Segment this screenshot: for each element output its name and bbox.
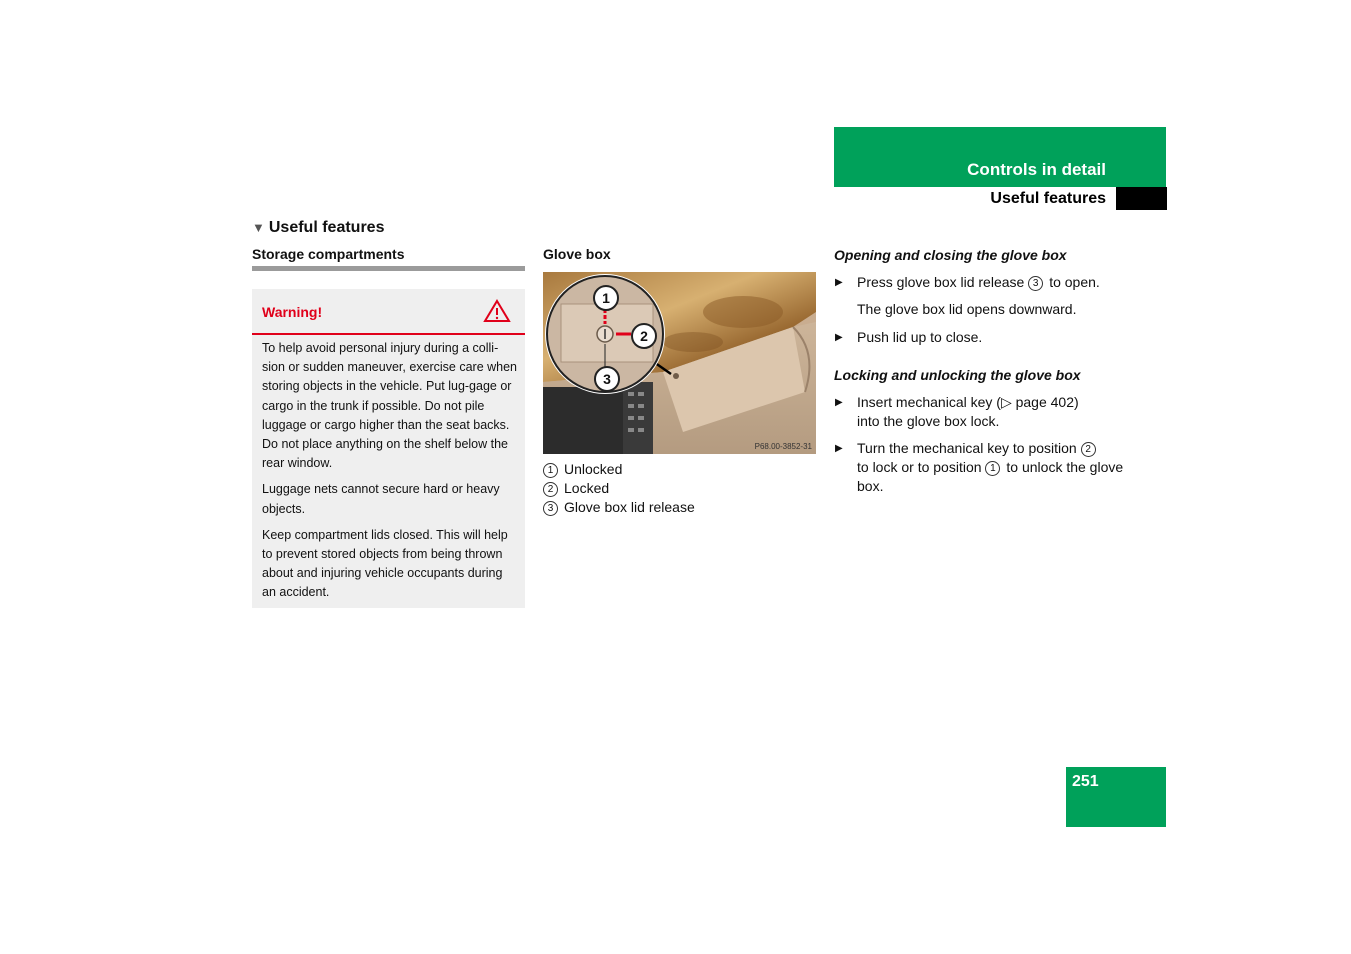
opening-note: The glove box lid opens downward. [857, 301, 1077, 317]
glovebox-heading: Glove box [543, 246, 611, 262]
legend-item: 3 Glove box lid release [543, 498, 695, 517]
locking-step-2: ▶ Turn the mechanical key to position 2 to lock or to position 1 to unlock the glove box. [835, 440, 1124, 494]
number-2-icon: 2 [1081, 442, 1096, 457]
heading-rule [252, 266, 525, 271]
number-3-icon: 3 [543, 501, 558, 516]
legend-item: 1 Unlocked [543, 460, 695, 479]
section-title: ▼ Useful features [252, 219, 385, 236]
glovebox-illustration [543, 272, 816, 454]
warning-paragraph: Luggage nets cannot secure hard or heavy objects. [262, 482, 500, 516]
number-2-icon: 2 [543, 482, 558, 497]
header-marker [1116, 187, 1167, 210]
photo-code: P68.00-3852-31 [754, 442, 812, 451]
arrow-right-icon: ▶ [835, 332, 843, 343]
chapter-title: Controls in detail [967, 160, 1106, 179]
page-number-tab [1066, 767, 1166, 827]
instructions-column [834, 246, 1124, 496]
legend-item: 2 Locked [543, 479, 695, 498]
opening-heading: Opening and closing the glove box [834, 247, 1067, 263]
glovebox-photo [543, 272, 816, 454]
opening-step-2: ▶ Push lid up to close. [835, 329, 983, 345]
warning-paragraph: Keep compartment lids closed. This will help to prevent stored objects from being thrown about and injuring vehicle occupants during an accident. [262, 527, 508, 600]
warning-body [262, 339, 518, 610]
warning-paragraph: To help avoid personal injury during a colli-sion or sudden maneuver, exercise care when storing objects in the vehicle. Put lug-gage or cargo in the trunk if possible. Do not pile luggage or cargo higher than the seat backs. Do not place anything on the shelf below the rear window. [262, 341, 518, 471]
callout-2: 2 [631, 323, 657, 349]
opening-step-1: ▶ Press glove box lid release 3 to open. [835, 274, 1100, 290]
number-1-icon: 1 [543, 463, 558, 478]
arrow-right-icon: ▶ [835, 443, 843, 454]
callout-3: 3 [594, 366, 620, 392]
glovebox-legend [543, 460, 695, 517]
locking-heading: Locking and unlocking the glove box [834, 367, 1081, 383]
callout-1: 1 [593, 285, 619, 311]
triangle-down-icon: ▼ [252, 220, 265, 235]
warning-rule [252, 333, 525, 335]
warning-box [252, 289, 525, 608]
number-1-icon: 1 [985, 461, 1000, 476]
arrow-right-icon: ▶ [835, 397, 843, 408]
warning-triangle-icon [483, 299, 511, 323]
section-subtitle: Useful features [990, 190, 1106, 207]
arrow-right-icon: ▶ [835, 277, 843, 288]
warning-title: Warning! [262, 304, 323, 320]
locking-step-1: ▶ Insert mechanical key (▷ page 402) into the glove box lock. [835, 394, 1079, 429]
storage-heading: Storage compartments [252, 246, 405, 262]
number-3-icon: 3 [1028, 276, 1043, 291]
page-number: 251 [1072, 773, 1099, 790]
